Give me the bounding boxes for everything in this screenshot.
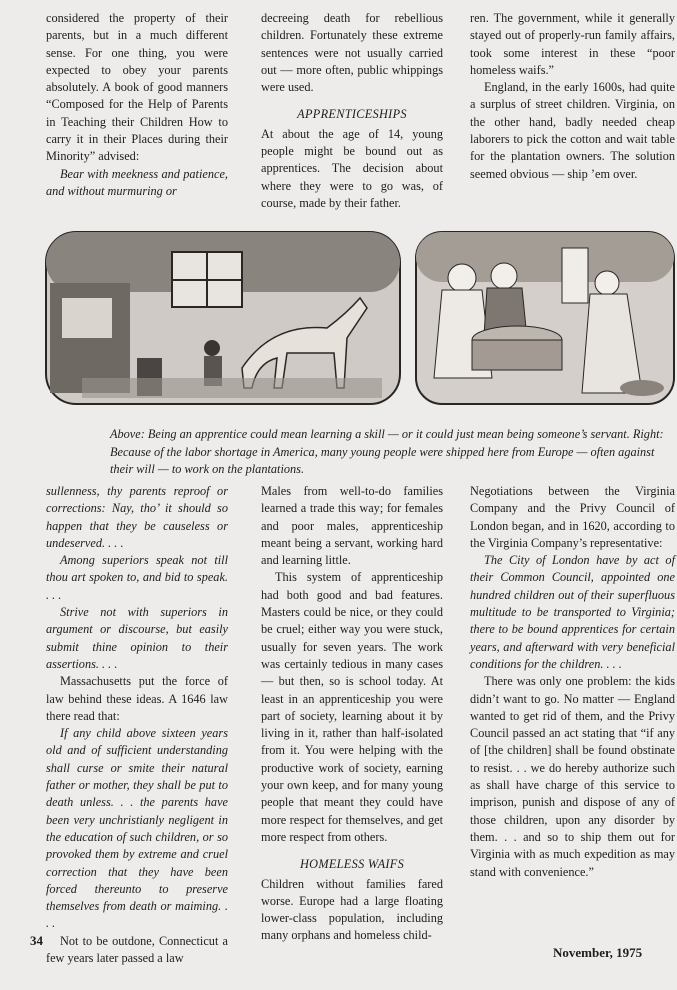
paragraph: Negotiations between the Virginia Company and the Privy Council of London began, and in 1620, according to the Virginia Company’s representative:	[470, 484, 675, 550]
quote-paragraph: Bear with meekness and patience, and without murmuring or	[46, 166, 228, 198]
quote-paragraph: The City of London have by act of their Common Council, appointed one hundred children out of their superfluous multitude to be transported to Virginia; there to be bound apprentices for certain years, and afterward with very beneficial conditions for the children. . . .	[470, 553, 675, 671]
article-column-2-bottom	[261, 483, 443, 945]
paragraph: England, in the early 1600s, had quite a surplus of street children. Virginia, on the other hand, badly needed cheap laborers to pick the cotton and wait table for the plantation owners. The solution seemed obvious — ship ’em over.	[470, 80, 675, 181]
paragraph: Males from well-to-do families learned a trade this way; for females and poor males, apprenticeship meant being a servant, working hard and learning little.	[261, 484, 443, 568]
article-column-3-top	[470, 10, 675, 183]
paragraph: decreeing death for rebellious children. Fortunately these extreme sentences were not usually carried out — more often, public whippings were used.	[261, 11, 443, 95]
quote-paragraph: If any child above sixteen years old and of sufficient understanding shall curse or smite their natural father or mother, they shall be put to death unless. . . the parents have been very unchristianly negligent in the education of such children, or so provoked them by extreme and cruel correction that they have been forced thereunto to preserve themselves from death or maiming. . . .	[46, 726, 228, 931]
paragraph: Children without families fared worse. Europe had a large floating lower-class population, including many orphans and homeless child-	[261, 876, 443, 943]
apprentice-workshop-illustration	[46, 232, 400, 404]
article-column-1-bottom	[46, 483, 228, 967]
quote-paragraph: sullenness, thy parents reproof or corrections: Nay, tho’ it should so happen that they be causeless or undeserved. . . .	[46, 484, 228, 550]
paragraph: This system of apprenticeship had both good and bad features. Masters could be nice, or they could be cruel; either way you were stuck, usually for seven years. The work was certainly tedious in many cases — but then, so is school today. At least in an apprenticeship you were part of society, learning about it by living in it, rather than half-isolated from it. You were helping with the productive work of society, earning your own keep, and for many young people that meant they could have more respect for themselves, and get more respect from others.	[261, 570, 443, 844]
quote-paragraph: Among superiors speak not till thou art spoken to, and bid to speak. . . .	[46, 553, 228, 602]
page-number: 34	[30, 933, 43, 948]
article-column-1-top	[46, 10, 228, 200]
servants-illustration	[416, 232, 674, 404]
paragraph: Massachusetts put the force of law behind these ideas. A 1646 law there read that:	[46, 674, 228, 723]
quote-paragraph: Strive not with superiors in argument or discourse, but easily submit thine opinion to their assertions. . . .	[46, 605, 228, 671]
paragraph: There was only one problem: the kids didn’t want to go. No matter — England wanted to get rid of them, and the Privy Council passed an act stating that “if any of [the children] shall be found obstinate to resist. . . we do hereby authorize such as shall have charge of this service to imprison, punish and dispose of any of those children, upon any disorder by them. . . and so to ship them out for Virginia with as much expedition as may stand with convenience.”	[470, 674, 675, 879]
paragraph: ren. The government, while it generally stayed out of properly-run family affairs, took some interest in these “poor homeless waifs.”	[470, 11, 675, 77]
engraving-illustrations	[42, 228, 677, 408]
section-heading-apprenticeships: APPRENTICESHIPS	[297, 107, 407, 122]
paragraph: considered the property of their parents, but in a much different sense. For one thing, you were expected to obey your parents absolutely. A book of good manners “Composed for the Help of Parents in Teaching their Children How to carry it in their Places during their Minority” advised:	[46, 11, 228, 164]
illustration-caption: Above: Being an apprentice could mean learning a skill — or it could just mean being someone’s servant. Right: Because of the labor shortage in America, many young people were shipped here from Europe — often against their will — to work on the plantations.	[110, 427, 664, 476]
article-column-2-top	[261, 10, 443, 212]
paragraph: At about the age of 14, young people might be bound out as apprentices. The decision about where they were to go was, of course, made by their father.	[261, 126, 443, 210]
paragraph: Not to be outdone, Connecticut a few years later passed a law	[46, 933, 228, 966]
article-column-3-bottom	[470, 483, 675, 881]
issue-date: November, 1975	[553, 945, 643, 960]
section-heading-homeless-waifs: HOMELESS WAIFS	[299, 857, 405, 872]
